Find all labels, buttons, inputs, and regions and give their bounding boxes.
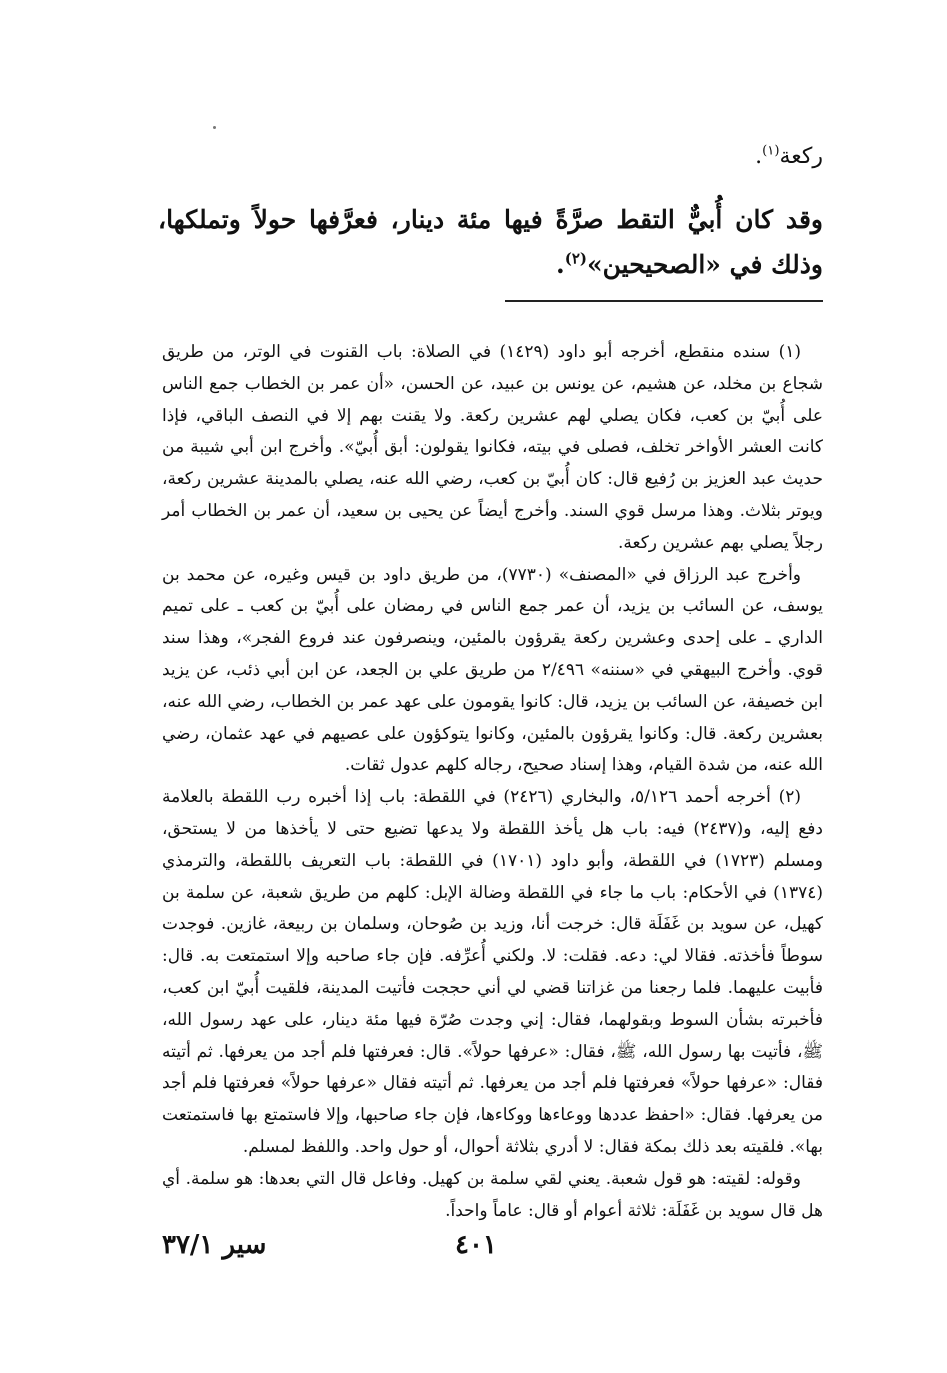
main-paragraph-2 (158, 197, 823, 287)
main-line-1 (158, 134, 823, 179)
footnote-separator (505, 300, 823, 302)
main-line-1-text: ركعة (779, 144, 823, 169)
speck-mark (213, 126, 216, 129)
page-number: ٤٠١ (455, 1230, 497, 1260)
footnotes (162, 337, 823, 1227)
page-footer (0, 1230, 947, 1280)
footnote-1-continued: وأخرج عبد الرزاق في «المصنف» (٧٧٣٠)، من طريق داود بن قيس وغيره، عن محمد بن يوسف، عن السائب بن يزيد، أن عمر جمع الناس في رمضان على أُبيّ بن كعب ـ على تميم الداري ـ على إحدى وعشرين ركعة يقرؤون بالمئين، وينصرفون عند فروع الفجر»، وهذا سند قوي. وأخرج البيهقي في «سننه» ٢/٤٩٦ من طريق علي بن الجعد، عن ابن أبي ذئب، عن يزيد ابن خصيفة، عن السائب بن يزيد، قال: كانوا يقومون على عهد عمر بن الخطاب، رضي الله عنه، بعشرين ركعة. قال: وكانوا يقرؤون بالمئين، وكانوا يتوكؤون على عصيهم في عهد عثمان، رضي الله عنه، من شدة القيام، وهذا إسناد صحيح، رجاله كلهم عدول ثقات. (162, 564, 823, 776)
main-paragraph-2-end: . (556, 250, 565, 279)
footnote-1: (١) سنده منقطع، أخرجه أبو داود (١٤٢٩) في الصلاة: باب القنوت في الوتر، من طريق شجاع بن مخلد، عن هشيم، عن يونس بن عبيد، عن الحسن، «أن عمر بن الخطاب جمع الناس على أُبيّ بن كعب، فكان يصلي لهم عشرين ركعة. ولا يقنت بهم إلا في النصف الباقي، فإذا كانت العشر الأواخر تخلف، فصلى في بيته، فكانوا يقولون: أبق أُبيّ». وأخرج ابن أبي شيبة من حديث عبد العزيز بن رُفيع قال: كان أُبيّ بن كعب، رضي الله عنه، يصلي بالمدينة عشرين ركعة، ويوتر بثلاث. وهذا مرسل قوي السند. وأخرج أيضاً عن يحيى بن سعيد، أن عمر بن الخطاب أمر رجلاً يصلي بهم عشرين ركعة. (162, 342, 823, 553)
main-text (158, 134, 823, 287)
footnote-ref-2[interactable]: (٢) (564, 249, 588, 268)
footnote-2-explanation: وقوله: لقيته: هو قول شعبة. يعني لقي سلمة بن كهيل. وفاعل قال التي بعدها: هو سلمة. أي هل قال سويد بن غَفَلَة: ثلاثة أعوام أو قال: عاماً واحداً. (162, 1168, 823, 1221)
main-paragraph-2-text: وقد كان أُبيٌّ التقط صرَّةً فيها مئة دينار، فعرَّفها حولاً وتملكها، وذلك في «الصحيحين» (158, 205, 823, 279)
main-line-1-end: . (755, 144, 763, 169)
footnote-2: (٢) أخرجه أحمد ٥/١٢٦، والبخاري (٢٤٢٦) في اللقطة: باب إذا أخبره رب اللقطة بالعلامة دفع إليه، و(٢٤٣٧) فيه: باب هل يأخذ اللقطة ولا يدعها تضيع حتى لا يأخذها من لا يستحق، ومسلم (١٧٢٣) في اللقطة، وأبو داود (١٧٠١) في اللقطة: باب التعريف باللقطة، والترمذي (١٣٧٤) في الأحكام: باب ما جاء في اللقطة وضالة الإبل: كلهم من طريق شعبة، عن سلمة بن كهيل، عن سويد بن غَفَلَة قال: خرجت أنا، وزيد بن صُوحان، وسلمان بن ربيعة، غازين. فوجدت سوطاً فأخذته. فقالا لي: دعه. فقلت: لا. ولكني أُعرِّفه. فإن جاء صاحبه وإلا استمتعت به. قال: فأبيت عليهما. فلما رجعنا من غزاتنا قضي لي أني حججت فأتيت المدينة، فلقيت أُبيّ ابن كعب، فأخبرته بشأن السوط وبقولهما، فقال: إني وجدت صُرّة فيها مئة دينار، على عهد رسول الله، ﷺ، فأتيت بها رسول الله، ﷺ، فقال: «عرفها حولاً». قال: فعرفتها فلم أجد من يعرفها. ثم أتيته فقال: «عرفها حولاً» فعرفتها فلم أجد من يعرفها. ثم أتيته فقال «عرفها حولاً» فعرفتها فلم أجد من يعرفها. فقال: «احفظ عددها ووعاءها ووكاءها، فإن جاء صاحبها، وإلا فاستمتع بها فاستمتعت بها». فلقيته بعد ذلك بمكة فقال: لا أدري بثلاثة أحوال، أو حول واحد. واللفظ لمسلم. (162, 787, 824, 1157)
printer-signature: سير ٣٧/١ (162, 1230, 267, 1260)
footnote-ref-1[interactable]: (١) (762, 143, 780, 159)
